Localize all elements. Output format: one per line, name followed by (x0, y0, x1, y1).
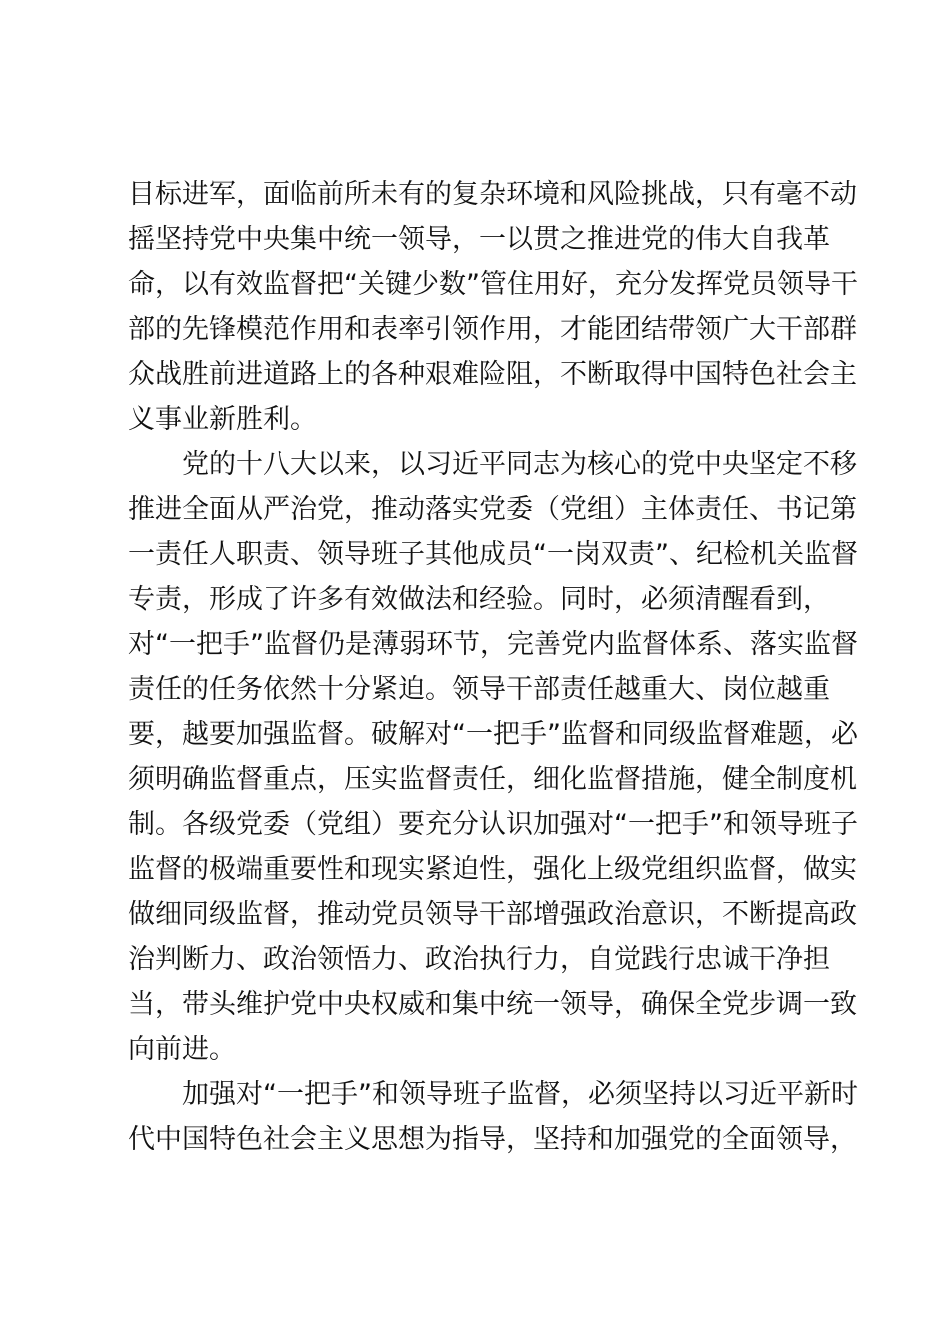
text-line: 目标进军，面临前所未有的复杂环境和风险挑战，只有毫不动 (128, 179, 857, 210)
text-line: 义事业新胜利。 (128, 404, 317, 435)
paragraph-first-line: 加强对“一把手”和领导班子监督，必须坚持以习近平新时 (182, 1079, 858, 1110)
text-line: 命，以有效监督把“关键少数”管住用好，充分发挥党员领导干 (128, 269, 858, 300)
text-line: 推进全面从严治党，推动落实党委（党组）主体责任、书记第 (128, 494, 857, 525)
text-line: 做细同级监督，推动党员领导干部增强政治意识，不断提高政 (128, 899, 857, 930)
text-line: 代中国特色社会主义思想为指导，坚持和加强党的全面领导， (128, 1124, 857, 1155)
text-line: 对“一把手”监督仍是薄弱环节，完善党内监督体系、落实监督 (128, 629, 858, 660)
text-line: 责任的任务依然十分紧迫。领导干部责任越重大、岗位越重 (128, 674, 830, 705)
paragraph-first-line: 党的十八大以来，以习近平同志为核心的党中央坚定不移 (182, 449, 857, 480)
text-line: 众战胜前进道路上的各种艰难险阻，不断取得中国特色社会主 (128, 359, 857, 390)
text-line: 当，带头维护党中央权威和集中统一领导，确保全党步调一致 (128, 989, 857, 1020)
text-line: 制。各级党委（党组）要充分认识加强对“一把手”和领导班子 (128, 809, 858, 840)
text-line: 摇坚持党中央集中统一领导，一以贯之推进党的伟大自我革 (128, 224, 830, 255)
text-line: 部的先锋模范作用和表率引领作用，才能团结带领广大干部群 (128, 314, 857, 345)
text-line: 监督的极端重要性和现实紧迫性，强化上级党组织监督，做实 (128, 854, 857, 885)
text-line: 治判断力、政治领悟力、政治执行力，自觉践行忠诚干净担 (128, 944, 830, 975)
text-line: 向前进。 (128, 1034, 236, 1065)
text-line: 专责，形成了许多有效做法和经验。同时，必须清醒看到， (128, 584, 830, 615)
text-line: 须明确监督重点，压实监督责任，细化监督措施，健全制度机 (128, 764, 857, 795)
text-line: 要，越要加强监督。破解对“一把手”监督和同级监督难题，必 (128, 719, 858, 750)
document-body (128, 172, 858, 1162)
text-line: 一责任人职责、领导班子其他成员“一岗双责”、纪检机关监督 (128, 539, 858, 570)
